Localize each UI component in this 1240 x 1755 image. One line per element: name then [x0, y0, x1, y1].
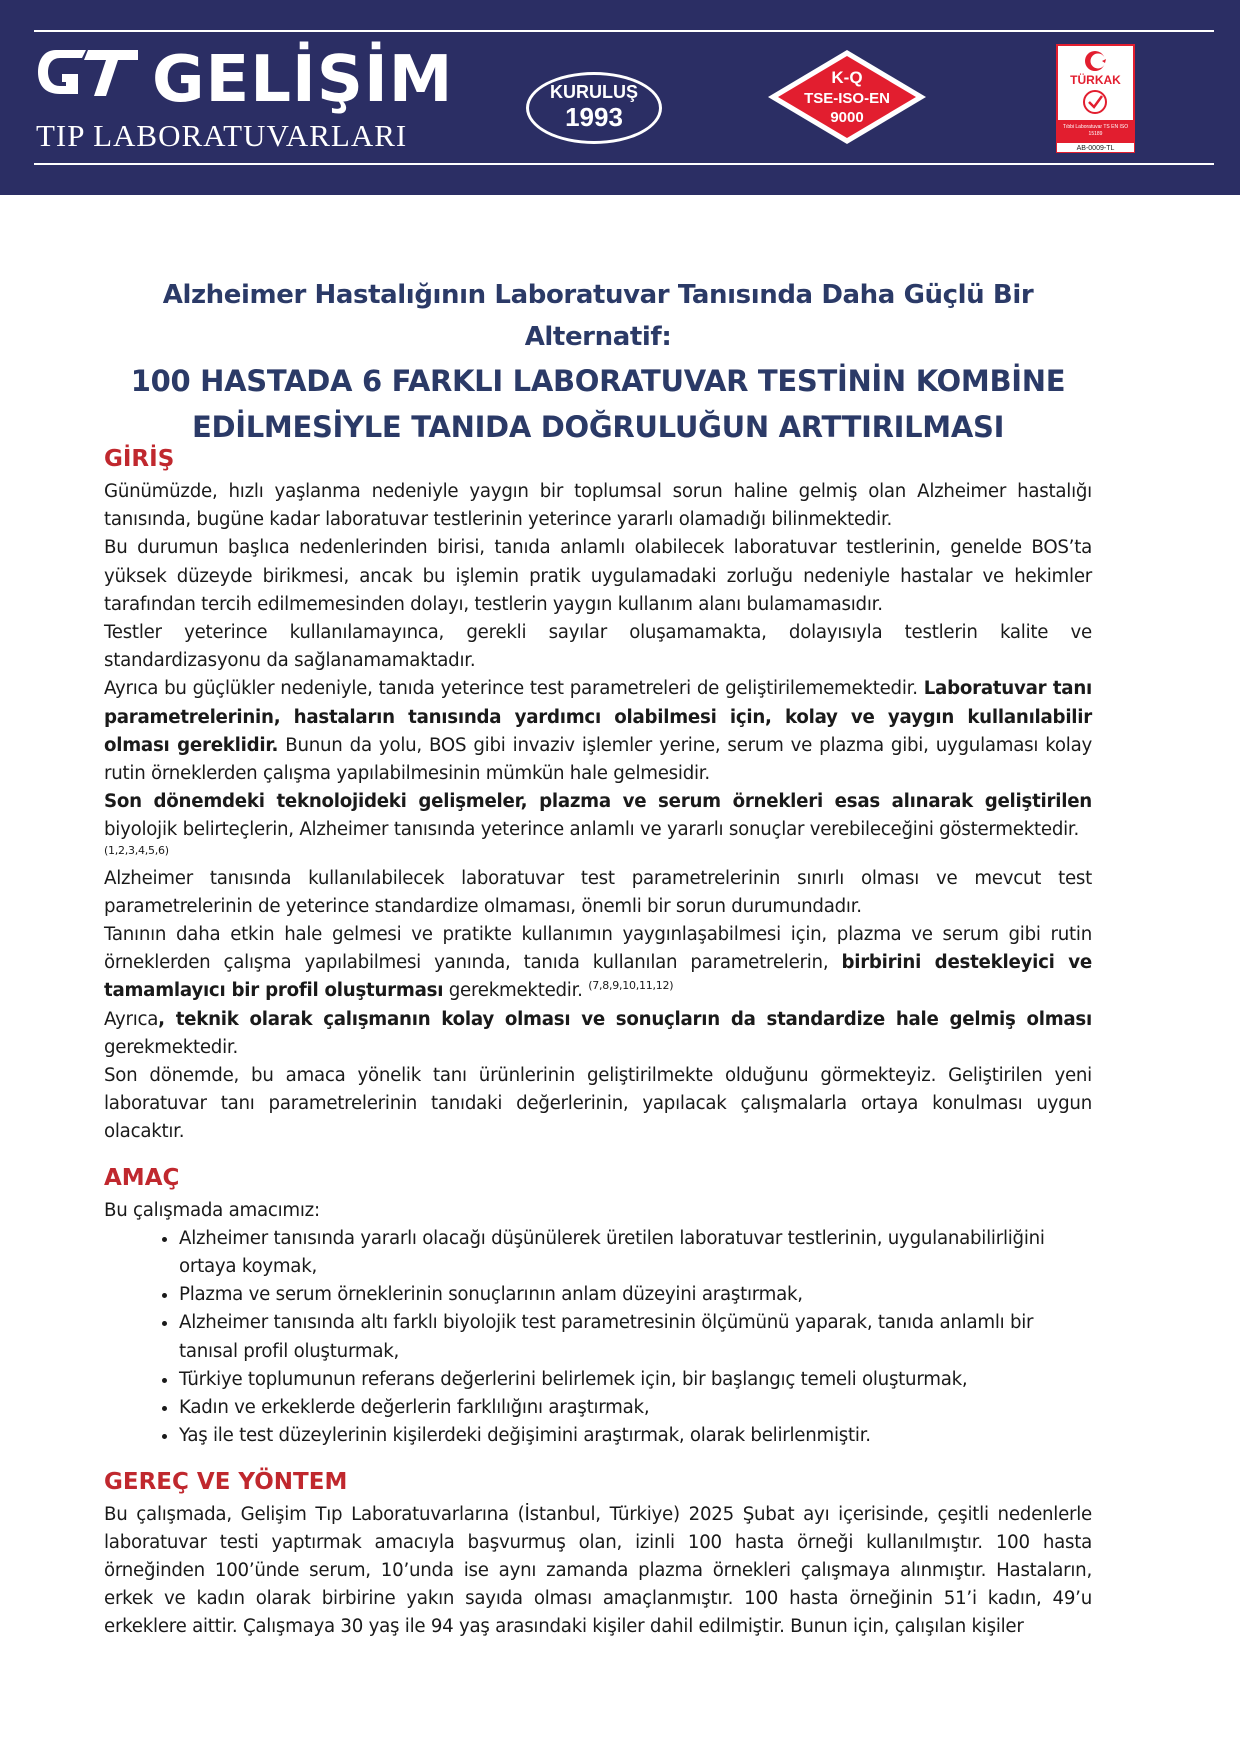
list-item: • Türkiye toplumunun referans değerlerini belirlemek için, bir başlangıç temeli oluşturmak,	[179, 1366, 1092, 1394]
turkak-info: Tıbbi Laboratuvar TS EN ISO 15189	[1056, 122, 1135, 142]
amac-list	[104, 1225, 1092, 1451]
header-band	[0, 0, 1240, 195]
giris-paragraph-2: Bu durumun başlıca nedenlerinden birisi, tanıda anlamlı olabilecek laboratuvar testlerinin, genelde BOS’ta yüksek düzeyde birikmesi, ancak bu işlemin pratik uygulamadaki zorluğu nedeniyle hastalar ve hekimler tarafından tercih edilmemesinden dolayı, testlerin yaygın kullanım alanı bulamamasıdır.	[104, 537, 1092, 615]
giris-paragraph-1: Günümüzde, hızlı yaşlanma nedeniyle yaygın bir toplumsal sorun haline gelmiş olan Alzheimer hastalığı tanısında, bugüne kadar laboratuvar testlerinin yeterince yararlı olamadığı bilinmektedir.	[104, 481, 1092, 531]
citation-1-6: (1,2,3,4,5,6)	[104, 843, 169, 857]
kq-certification-badge	[764, 47, 930, 147]
list-item: • Alzheimer tanısında altı farklı biyolojik test parametresinin ölçümünü yaparak, tanıda anlamlı bir tanısal profil oluşturmak,	[179, 1309, 1092, 1365]
turkak-logo-box	[1056, 44, 1135, 122]
section-heading-gerec-yontem: GEREÇ VE YÖNTEM	[104, 1468, 348, 1495]
section-gerec-yontem	[104, 1467, 1092, 1642]
turkak-crescent-icon	[1058, 48, 1133, 74]
giris-paragraph-3: Testler yeterince kullanılamayınca, gerekli sayılar oluşamamakta, dolayısıyla testlerin kalite ve standardizasyonu da sağlanamamaktadır.	[104, 622, 1092, 672]
founded-year: 1993	[565, 102, 623, 132]
brand-name: GELİŞİM	[152, 43, 454, 117]
turkak-accreditation-badge	[1056, 44, 1131, 154]
section-heading-giris: GİRİŞ	[104, 446, 175, 472]
header-bottom-rule	[34, 163, 1214, 165]
list-item: • Yaş ile test düzeylerinin kişilerdeki değişimini araştırmak, olarak belirlenmiştir.	[179, 1422, 1092, 1450]
brand-logo	[34, 43, 454, 154]
founded-label: KURULUŞ	[550, 82, 638, 102]
check-circle-icon	[1058, 88, 1133, 118]
document-title	[104, 274, 1092, 450]
title-line-3: EDİLMESİYLE TANIDA DOĞRULUĞUN ARTTIRILMASI	[191, 410, 1005, 444]
list-item: • Kadın ve erkeklerde değerlerin farklılığını araştırmak,	[179, 1394, 1092, 1422]
giris-paragraph-8	[104, 1006, 1092, 1062]
turkak-code: AB-0009-TL	[1056, 142, 1135, 153]
gt-logo-icon	[34, 44, 142, 104]
header-top-rule	[34, 30, 1214, 32]
giris-paragraph-5	[104, 788, 1092, 858]
amac-intro: Bu çalışmada amacımız:	[104, 1199, 320, 1221]
section-giris	[104, 444, 1092, 1147]
giris-p4-text-2: Bunun da yolu, BOS gibi invaziv işlemler yerine, serum ve plazma gibi, uygulaması kolay rutin örneklerden çalışma yapılabilmesinin mümkün hale gelmesidir.	[104, 734, 1092, 785]
title-line-1: Alzheimer Hastalığının Laboratuvar Tanısında Daha Güçlü Bir Alternatif:	[162, 280, 1034, 352]
giris-p4-bold: Laboratuvar tanı parametrelerinin, hastaların tanısında yardımcı olabilmesi için, kolay ve yaygın kullanılabilir olması gereklidir.	[104, 678, 1093, 756]
giris-p4-text: Ayrıca bu güçlükler nedeniyle, tanıda yeterince test parametreleri de geliştirilememektedir.	[104, 678, 924, 700]
giris-p5-bold: Son dönemdeki teknolojideki gelişmeler, plazma ve serum örnekleri esas alınarak geliştirilen	[104, 791, 1092, 813]
citation-7-12: (7,8,9,10,11,12)	[588, 979, 674, 993]
giris-paragraph-9: Son dönemde, bu amaca yönelik tanı ürünlerinin geliştirilmekte olduğunu görmekteyiz. Geliştirilen yeni laboratuvar tanı parametrelerinin tanıdaki değerlerinin, yapılacak çalışmalarla ortaya konulması uygun olacaktır.	[104, 1065, 1092, 1143]
document-body	[104, 444, 1092, 1658]
giris-paragraph-4	[104, 675, 1092, 788]
list-item: • Plazma ve serum örneklerinin sonuçlarının anlam düzeyini araştırmak,	[179, 1281, 1092, 1309]
giris-p8-bold: , teknik olarak çalışmanın kolay olması ve sonuçların da standardize hale gelmiş olması	[158, 1008, 1092, 1030]
giris-p7-bold: birbirini destekleyici ve tamamlayıcı bir profil oluşturması	[104, 952, 1092, 1002]
turkak-name: TÜRKAK	[1070, 73, 1121, 87]
founded-badge	[526, 72, 662, 144]
giris-p8-text: Ayrıca	[104, 1008, 159, 1030]
section-heading-amac: AMAÇ	[104, 1164, 180, 1191]
list-item: • Alzheimer tanısında yararlı olacağı düşünülerek üretilen laboratuvar testlerinin, uygulanabilirliğini ortaya koymak,	[179, 1225, 1092, 1281]
giris-p7-text: Tanının daha etkin hale gelmesi ve pratikte kullanımın yaygınlaşabilmesi için, plazma ve serum gibi rutin örneklerden çalışma yapılabilmesi yanında, tanıda kullanılan parametrelerin,	[104, 924, 1092, 974]
giris-paragraph-6: Alzheimer tanısında kullanılabilecek laboratuvar test parametrelerinin sınırlı olması ve mevcut test parametrelerinin de yeterince standardize olmaması, önemli bir sorun durumundadır.	[104, 867, 1092, 917]
gerec-paragraph-1: Bu çalışmada, Gelişim Tıp Laboratuvarlarına (İstanbul, Türkiye) 2025 Şubat ayı içerisinde, çeşitli nedenlerle laboratuvar testi yaptırmak amacıyla başvurmuş olan, izinli 100 hasta örneği kullanılmıştır. 100 hasta örneğinden 100’ünde serum, 10’unda ise aynı zamanda plazma örnekleri çalışmaya alınmıştır. Hastaların, erkek ve kadın olarak birbirine yakın sayıda olması amaçlanmıştır. 100 hasta örneğinin 51’i kadın, 49’u erkeklere aittir. Çalışmaya 30 yaş ile 94 yaş arasındaki kişiler dahil edilmiştir. Bunun için, çalışılan kişiler	[104, 1503, 1092, 1638]
giris-p8-text-2: gerekmektedir.	[104, 1036, 238, 1058]
kq-line2: TSE-ISO-EN	[804, 90, 890, 107]
giris-p5-text: biyolojik belirteçlerin, Alzheimer tanısında yeterince anlamlı ve yararlı sonuçlar verebileceğini göstermektedir.	[104, 819, 1080, 841]
title-line-2: 100 HASTADA 6 FARKLI LABORATUVAR TESTİNİN KOMBİNE	[130, 364, 1066, 398]
section-amac	[104, 1163, 1092, 1451]
kq-line3: 9000	[830, 109, 864, 126]
brand-subtitle: TIP LABORATUVARLARI	[36, 118, 408, 153]
giris-p7-text-2: gerekmektedir.	[443, 980, 589, 1002]
kq-line1: K-Q	[831, 68, 863, 87]
giris-paragraph-7	[104, 921, 1092, 1006]
